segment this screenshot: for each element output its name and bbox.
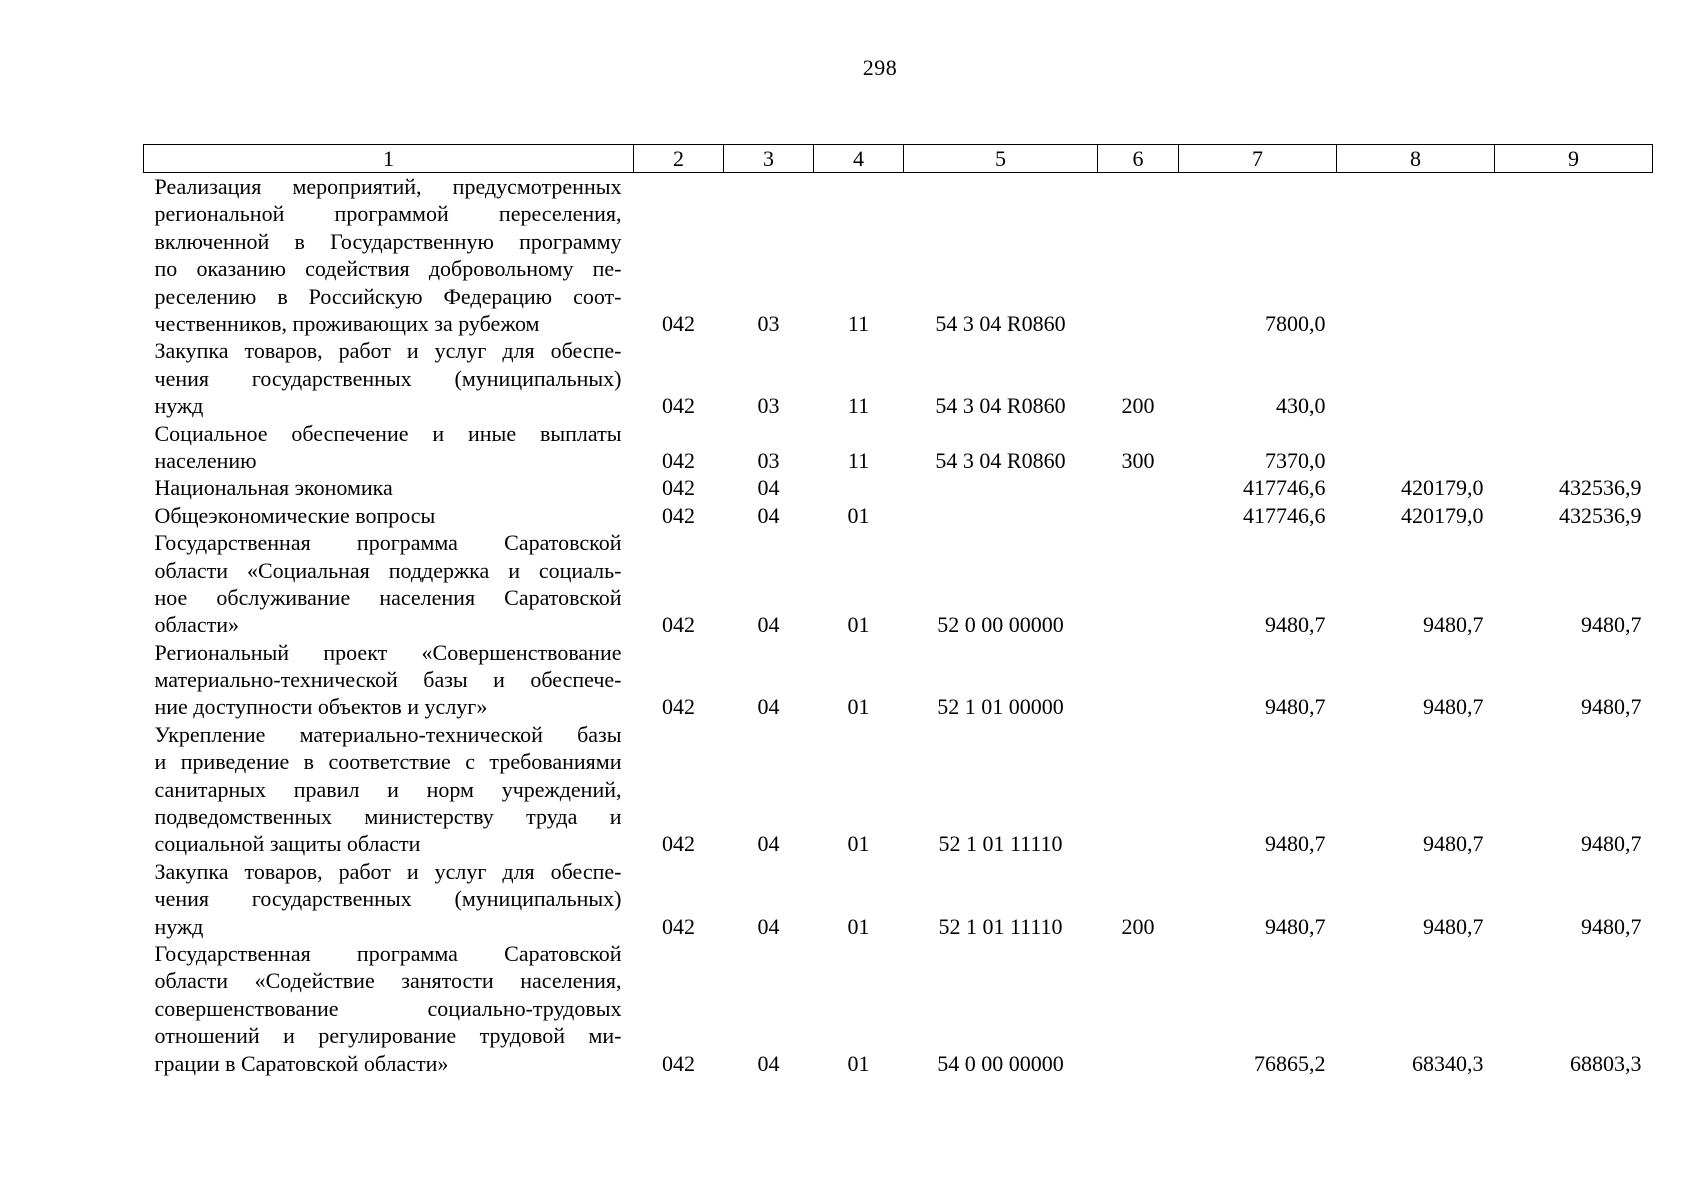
description-line: грации в Саратовской области» xyxy=(154,1050,449,1076)
cell-col-4: 01 xyxy=(847,831,870,857)
cell-col-2: 042 xyxy=(662,502,695,528)
description-line: Национальная экономика xyxy=(154,475,393,501)
cell-col-3: 04 xyxy=(757,475,780,501)
description-line: Реализация мероприятий, предусмотренных xyxy=(154,174,622,199)
cell-col-9: 9480,7 xyxy=(1581,694,1642,720)
table-row xyxy=(144,721,1653,858)
cell-col-4: 11 xyxy=(847,447,870,473)
row-description xyxy=(144,639,634,721)
description-line: включенной в Государственную программу xyxy=(154,228,622,254)
cell-col-2: 042 xyxy=(662,913,695,939)
cell-col-8: 9480,7 xyxy=(1423,831,1484,857)
cell-col-2: 042 xyxy=(662,447,695,473)
cell-col-3: 03 xyxy=(757,310,780,336)
cell-col-3: 04 xyxy=(757,913,780,939)
cell-col-9: 9480,7 xyxy=(1581,831,1642,857)
cell-col-7: 9480,7 xyxy=(1265,694,1326,720)
cell-col-6 xyxy=(1098,474,1179,501)
description-line: чения государственных (муниципальных) xyxy=(154,886,622,912)
cell-col-3: 04 xyxy=(757,612,780,638)
cell-col-4: 01 xyxy=(847,694,870,720)
cell-col-8: 9480,7 xyxy=(1423,913,1484,939)
cell-col-3: 04 xyxy=(757,502,780,528)
cell-col-2: 042 xyxy=(662,310,695,336)
cell-col-9 xyxy=(1495,173,1653,338)
description-line: совершенствование социально-трудовых xyxy=(154,995,622,1021)
description-line: Закупка товаров, работ и услуг для обеспе- xyxy=(154,858,622,884)
description-line: Общеэкономические вопросы xyxy=(154,502,436,528)
description-line: Государственная программа Саратовской xyxy=(154,530,622,556)
description-line: нужд xyxy=(154,393,204,419)
cell-col-3: 04 xyxy=(757,1050,780,1076)
cell-col-3: 04 xyxy=(757,831,780,857)
cell-col-6: 200 xyxy=(1121,913,1155,939)
cell-col-2: 042 xyxy=(662,831,695,857)
cell-col-7: 9480,7 xyxy=(1265,831,1326,857)
cell-col-5: 54 3 04 R0860 xyxy=(935,393,1066,419)
cell-col-4: 01 xyxy=(847,913,870,939)
description-line: Региональный проект «Совершенствование xyxy=(154,639,622,665)
cell-col-6 xyxy=(1098,529,1179,639)
cell-col-6 xyxy=(1098,502,1179,529)
cell-col-8 xyxy=(1337,420,1495,475)
column-header-9: 9 xyxy=(1495,145,1653,173)
cell-col-7: 76865,2 xyxy=(1254,1050,1326,1076)
cell-col-8: 68340,3 xyxy=(1412,1050,1484,1076)
cell-col-2: 042 xyxy=(662,475,695,501)
row-description xyxy=(144,529,634,639)
description-line: области «Содействие занятости населения, xyxy=(154,968,622,994)
cell-col-4: 11 xyxy=(847,393,870,419)
description-line: отношений и регулирование трудовой ми- xyxy=(154,1023,622,1049)
description-line: по оказанию содействия добровольному пе- xyxy=(154,256,622,282)
cell-col-5: 52 1 01 11110 xyxy=(938,831,1063,857)
row-description xyxy=(144,858,634,940)
cell-col-9: 432536,9 xyxy=(1559,475,1642,501)
cell-col-5 xyxy=(904,474,1098,501)
cell-col-7: 430,0 xyxy=(1276,393,1326,419)
budget-table xyxy=(143,144,1653,1077)
cell-col-8: 9480,7 xyxy=(1423,694,1484,720)
column-header-3: 3 xyxy=(724,145,814,173)
table-row xyxy=(144,337,1653,419)
row-description xyxy=(144,721,634,858)
description-line: области» xyxy=(154,612,240,638)
cell-col-6: 200 xyxy=(1121,393,1155,419)
table-header xyxy=(144,145,1653,173)
table-row xyxy=(144,474,1653,501)
description-line: Укрепление материально-технической базы xyxy=(154,721,622,747)
cell-col-9 xyxy=(1495,420,1653,475)
description-line: социальной защиты области xyxy=(154,831,421,857)
cell-col-9 xyxy=(1495,337,1653,419)
table-row xyxy=(144,529,1653,639)
cell-col-5: 52 0 00 00000 xyxy=(937,612,1064,638)
table-row xyxy=(144,502,1653,529)
column-header-4: 4 xyxy=(814,145,904,173)
table-row xyxy=(144,420,1653,475)
column-header-6: 6 xyxy=(1098,145,1179,173)
cell-col-6 xyxy=(1098,940,1179,1077)
cell-col-3: 04 xyxy=(757,694,780,720)
description-line: чественников, проживающих за рубежом xyxy=(154,310,540,336)
cell-col-3: 03 xyxy=(757,447,780,473)
description-line: нужд xyxy=(154,913,204,939)
cell-col-6 xyxy=(1098,173,1179,338)
cell-col-8: 9480,7 xyxy=(1423,612,1484,638)
cell-col-2: 042 xyxy=(662,1050,695,1076)
row-description xyxy=(144,337,634,419)
cell-col-3: 03 xyxy=(757,393,780,419)
cell-col-8 xyxy=(1337,173,1495,338)
cell-col-7: 9480,7 xyxy=(1265,913,1326,939)
table-row xyxy=(144,639,1653,721)
description-line: Закупка товаров, работ и услуг для обеспе- xyxy=(154,338,622,364)
description-line: Государственная программа Саратовской xyxy=(154,940,622,966)
row-description xyxy=(144,940,634,1077)
cell-col-5: 54 3 04 R0860 xyxy=(935,447,1066,473)
table-body xyxy=(144,173,1653,1077)
table-row xyxy=(144,940,1653,1077)
header-row xyxy=(144,145,1653,173)
description-line: подведомственных министерству труда и xyxy=(154,804,622,830)
description-line: региональной программой переселения, xyxy=(154,201,622,227)
cell-col-5: 54 3 04 R0860 xyxy=(935,310,1066,336)
row-description xyxy=(144,420,634,475)
description-line: материально-технической базы и обеспече- xyxy=(154,667,622,693)
row-description xyxy=(144,474,634,501)
description-line: и приведение в соответствие с требованиями xyxy=(154,749,622,775)
cell-col-9: 432536,9 xyxy=(1559,502,1642,528)
table-row xyxy=(144,173,1653,338)
cell-col-4: 01 xyxy=(847,612,870,638)
cell-col-7: 417746,6 xyxy=(1243,475,1326,501)
cell-col-7: 417746,6 xyxy=(1243,502,1326,528)
cell-col-7: 7370,0 xyxy=(1265,447,1326,473)
cell-col-4 xyxy=(814,474,904,501)
column-header-7: 7 xyxy=(1179,145,1337,173)
row-description xyxy=(144,502,634,529)
cell-col-2: 042 xyxy=(662,612,695,638)
cell-col-7: 9480,7 xyxy=(1265,612,1326,638)
column-header-5: 5 xyxy=(904,145,1098,173)
cell-col-5: 52 1 01 00000 xyxy=(937,694,1064,720)
column-header-1: 1 xyxy=(144,145,634,173)
description-line: ние доступности объектов и услуг» xyxy=(154,694,488,720)
table-row xyxy=(144,858,1653,940)
cell-col-5 xyxy=(904,502,1098,529)
cell-col-5: 54 0 00 00000 xyxy=(937,1050,1064,1076)
description-line: чения государственных (муниципальных) xyxy=(154,365,622,391)
cell-col-9: 68803,3 xyxy=(1570,1050,1642,1076)
description-line: санитарных правил и норм учреждений, xyxy=(154,776,622,802)
cell-col-4: 11 xyxy=(847,310,870,336)
cell-col-4: 01 xyxy=(847,1050,870,1076)
page-number: 298 xyxy=(862,55,898,80)
cell-col-9: 9480,7 xyxy=(1581,913,1642,939)
cell-col-7: 7800,0 xyxy=(1265,310,1326,336)
column-header-8: 8 xyxy=(1337,145,1495,173)
cell-col-8: 420179,0 xyxy=(1401,502,1484,528)
cell-col-2: 042 xyxy=(662,393,695,419)
description-line: реселению в Российскую Федерацию соот- xyxy=(154,283,622,309)
cell-col-6 xyxy=(1098,639,1179,721)
description-line: населению xyxy=(154,447,257,473)
cell-col-5: 52 1 01 11110 xyxy=(938,913,1063,939)
cell-col-8 xyxy=(1337,337,1495,419)
cell-col-4: 01 xyxy=(847,502,870,528)
cell-col-2: 042 xyxy=(662,694,695,720)
cell-col-9: 9480,7 xyxy=(1581,612,1642,638)
column-header-2: 2 xyxy=(634,145,724,173)
cell-col-6: 300 xyxy=(1121,447,1155,473)
cell-col-8: 420179,0 xyxy=(1401,475,1484,501)
cell-col-6 xyxy=(1098,721,1179,858)
description-line: области «Социальная поддержка и социаль- xyxy=(154,557,622,583)
row-description xyxy=(144,173,634,338)
description-line: ное обслуживание населения Саратовской xyxy=(154,584,622,610)
description-line: Социальное обеспечение и иные выплаты xyxy=(154,420,622,446)
